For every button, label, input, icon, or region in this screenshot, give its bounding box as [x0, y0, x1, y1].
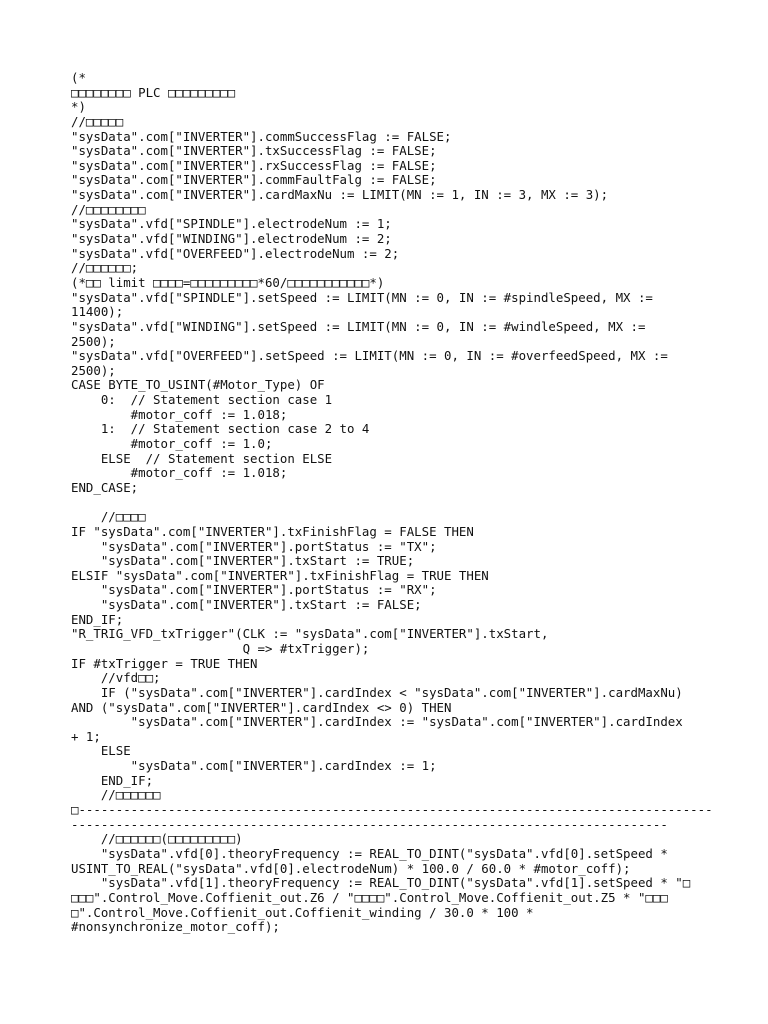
- code-line: CASE BYTE_TO_USINT(#Motor_Type) OF: [71, 377, 325, 393]
- code-line: 0: // Statement section case 1: [71, 392, 333, 408]
- code-line: "sysData".com["INVERTER"].txSuccessFlag := FALSE;: [71, 143, 437, 159]
- code-line: IF ("sysData".com["INVERTER"].cardIndex < "sysData".com["INVERTER"].cardMaxNu): [71, 684, 683, 700]
- code-line: (*: [71, 70, 86, 85]
- code-line: //□□□□: [71, 509, 146, 525]
- code-line: "sysData".com["INVERTER"].txStart := TRUE;: [71, 553, 415, 569]
- code-line: "sysData".com["INVERTER"].cardMaxNu := LIMIT(MN := 1, IN := 3, MX := 3);: [71, 187, 609, 203]
- code-line: □".Control_Move.Coffienit_out.Coffienit_winding / 30.0 * 100 *: [71, 904, 534, 920]
- code-line: □-------------------------------------------------------------------------------------: [71, 802, 713, 818]
- code-line: "sysData".com["INVERTER"].portStatus := "TX";: [71, 538, 437, 554]
- code-line: "sysData".vfd["SPINDLE"].setSpeed := LIMIT(MN := 0, IN := #spindleSpeed, MX :=: [71, 289, 653, 305]
- code-line: "sysData".vfd["OVERFEED"].setSpeed := LIMIT(MN := 0, IN := #overfeedSpeed, MX :=: [71, 348, 668, 364]
- code-line: □□□".Control_Move.Coffienit_out.Z6 / "□□□□".Control_Move.Coffienit_out.Z5 * "□□□: [71, 889, 668, 905]
- code-line: "sysData".com["INVERTER"].commSuccessFlag := FALSE;: [71, 128, 452, 144]
- code-line: *): [71, 99, 86, 115]
- code-line: 1: // Statement section case 2 to 4: [71, 421, 370, 437]
- code-line: USINT_TO_REAL("sysData".vfd[0].electrodeNum) * 100.0 / 60.0 * #motor_coff);: [71, 860, 631, 876]
- code-line: + 1;: [71, 728, 101, 744]
- code-line: 11400);: [71, 304, 124, 320]
- code-line: "sysData".com["INVERTER"].cardIndex := 1;: [71, 758, 437, 774]
- code-line: AND ("sysData".com["INVERTER"].cardIndex <> 0) THEN: [71, 699, 452, 715]
- code-line: ELSIF "sysData".com["INVERTER"].txFinishFlag = TRUE THEN: [71, 567, 489, 583]
- code-line: --------------------------------------------------------------------------------: [71, 816, 668, 832]
- code-line: //□□□□□□: [71, 787, 161, 803]
- code-line: 2500);: [71, 333, 116, 349]
- code-line: "sysData".com["INVERTER"].portStatus := "RX";: [71, 582, 437, 598]
- code-line: IF #txTrigger = TRUE THEN: [71, 655, 258, 671]
- code-line: END_IF;: [71, 611, 124, 627]
- code-line: #nonsynchronize_motor_coff);: [71, 919, 280, 935]
- code-line: Q => #txTrigger);: [71, 640, 370, 656]
- code-line: 2500);: [71, 362, 116, 378]
- code-line: #motor_coff := 1.0;: [71, 436, 273, 452]
- code-document: [71, 70, 713, 935]
- code-line: ELSE // Statement section ELSE: [71, 450, 333, 466]
- code-line: "sysData".vfd[0].theoryFrequency := REAL_TO_DINT("sysData".vfd[0].setSpeed *: [71, 845, 668, 861]
- code-line: #motor_coff := 1.018;: [71, 465, 288, 481]
- code-line: [71, 496, 701, 511]
- code-line: □□□□□□□□ PLC □□□□□□□□□: [71, 84, 236, 100]
- code-line: "sysData".com["INVERTER"].commFaultFalg := FALSE;: [71, 172, 437, 188]
- code-line: #motor_coff := 1.018;: [71, 406, 288, 422]
- code-line: "sysData".com["INVERTER"].txStart := FALSE;: [71, 597, 422, 613]
- code-line: END_IF;: [71, 772, 154, 788]
- code-line: //□□□□□□□□: [71, 201, 146, 217]
- code-line: //□□□□□: [71, 113, 124, 129]
- code-line: "sysData".vfd[1].theoryFrequency := REAL_TO_DINT("sysData".vfd[1].setSpeed * "□: [71, 875, 691, 891]
- code-line: "sysData".vfd["WINDING"].electrodeNum := 2;: [71, 231, 392, 247]
- code-line: "sysData".com["INVERTER"].cardIndex := "sysData".com["INVERTER"].cardIndex: [71, 714, 683, 730]
- code-line: //vfd□□;: [71, 670, 161, 686]
- code-line: "sysData".com["INVERTER"].rxSuccessFlag := FALSE;: [71, 157, 437, 173]
- code-line: END_CASE;: [71, 479, 139, 495]
- code-line: "sysData".vfd["WINDING"].setSpeed := LIMIT(MN := 0, IN := #windleSpeed, MX :=: [71, 318, 646, 334]
- code-line: "sysData".vfd["OVERFEED"].electrodeNum := 2;: [71, 245, 400, 261]
- code-line: (*□□ limit □□□□=□□□□□□□□□*60/□□□□□□□□□□□*): [71, 274, 385, 290]
- code-line: IF "sysData".com["INVERTER"].txFinishFlag = FALSE THEN: [71, 523, 474, 539]
- code-line: "sysData".vfd["SPINDLE"].electrodeNum := 1;: [71, 216, 392, 232]
- code-line: //□□□□□□(□□□□□□□□□): [71, 831, 243, 847]
- code-line: //□□□□□□;: [71, 260, 139, 276]
- code-line: ELSE: [71, 743, 131, 759]
- code-line: "R_TRIG_VFD_txTrigger"(CLK := "sysData".com["INVERTER"].txStart,: [71, 626, 549, 642]
